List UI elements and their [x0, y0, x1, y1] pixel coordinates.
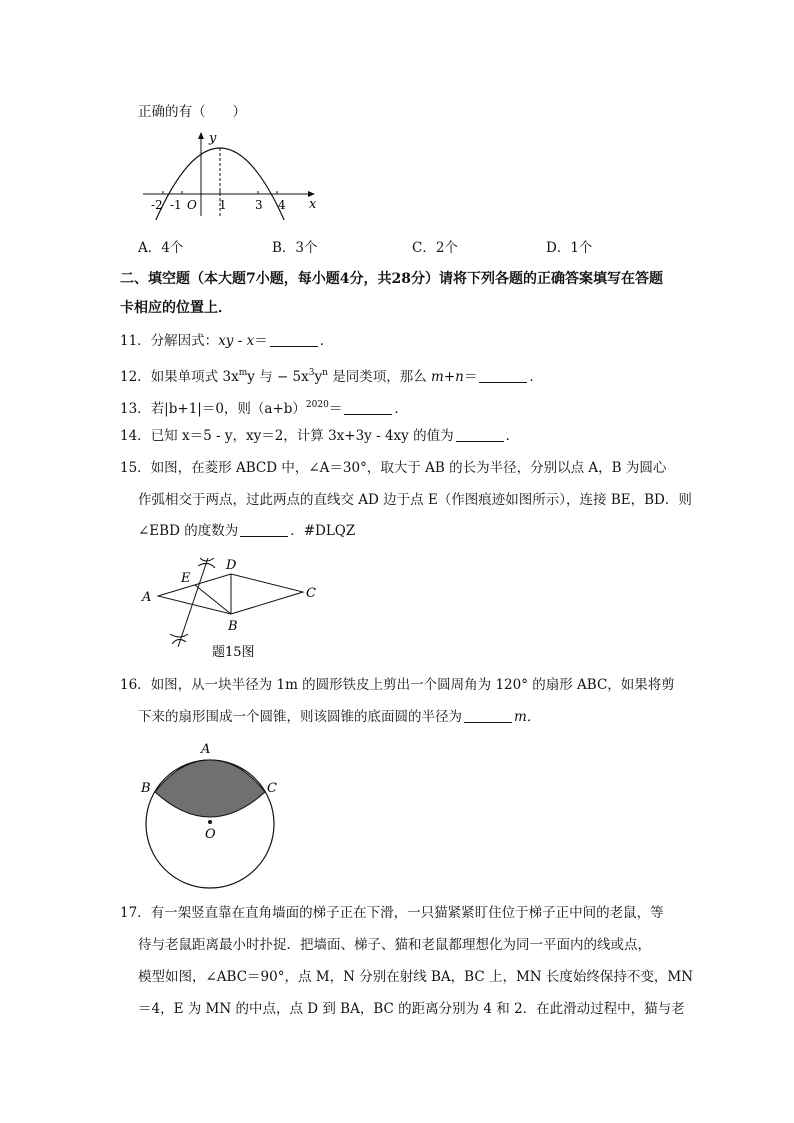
tick-label: -1: [170, 198, 182, 212]
construction-arc: [170, 634, 188, 637]
question-11: 11．分解因式：xy - x＝ ．: [120, 333, 334, 349]
section-title: 二、填空题（本大题7小题，每小题4分，共28分）请将下列各题的正确答案填写在答题: [120, 271, 663, 287]
question-16: 16．如图，从一块半径为 1m 的圆形铁皮上剪出一个圆周角为 120° 的扇形 ABC，如果将剪: [120, 677, 675, 693]
option-a: A．4个: [138, 240, 184, 256]
label-b: B: [141, 781, 151, 796]
answer-blank[interactable]: [479, 368, 527, 383]
question-16-line2: 下来的扇形围成一个圆锥，则该圆锥的底面圆的半径为 m．: [138, 709, 541, 725]
question-12: 12．如果单项式 $3x^my$ 与 − $5x^3y^n$ 是同类项，那么 m+n＝ ．: [120, 368, 543, 385]
question-15-line2: 作弧相交于两点，过此两点的直线交 AD 边于点 E（作图痕迹如图所示），连接 BE，BD．则: [138, 492, 692, 508]
label-c: C: [306, 586, 316, 601]
question-15-line3: ∠EBD 的度数为 ．#DLQZ: [138, 523, 356, 539]
option-b: B．3个: [272, 240, 318, 256]
figure-caption: 题15图: [212, 645, 255, 660]
label-a: A: [201, 742, 211, 757]
question-14: 14．已知 x＝5 - y，xy＝2，计算 3x+3y - 4xy 的值为 ．: [120, 428, 520, 444]
question-17: 17．有一架竖直靠在直角墙面的梯子正在下滑，一只猫紧紧盯住位于梯子正中间的老鼠，等: [120, 905, 664, 921]
option-d: D．1个: [546, 240, 593, 256]
tick-label: 4: [278, 198, 286, 212]
sector-figure: [135, 738, 285, 890]
x-axis-label: x: [309, 197, 317, 212]
label-a: A: [142, 590, 152, 605]
origin-label: O: [187, 198, 197, 212]
construction-arc: [198, 563, 215, 568]
answer-blank[interactable]: [240, 522, 288, 537]
answer-blank[interactable]: [344, 400, 392, 415]
tick-label: 1: [219, 198, 227, 212]
question-17-line2: 待与老鼠距离最小时扑捉．把墙面、梯子、猫和老鼠都理想化为同一平面内的线或点，: [138, 937, 651, 953]
y-axis-label: y: [209, 131, 217, 146]
rhombus-figure: [140, 552, 330, 662]
center-point: [208, 820, 212, 824]
answer-blank[interactable]: [464, 708, 512, 723]
option-c: C．2个: [412, 240, 458, 256]
answer-blank[interactable]: [456, 427, 504, 442]
label-c: C: [267, 781, 277, 796]
section-title-cont: 卡相应的位置上．: [120, 300, 232, 316]
tick-label: 3: [255, 198, 263, 212]
question-15: 15．如图，在菱形 ABCD 中，∠A＝30°，取大于 AB 的长为半径，分别以点 A，B 为圆心: [120, 460, 667, 476]
label-o: O: [205, 827, 216, 842]
answer-blank[interactable]: [270, 332, 318, 347]
tick-label: -2: [151, 198, 163, 212]
question-17-line3: 模型如图，∠ABC＝90°，点 M，N 分别在射线 BA，BC 上，MN 长度始终保持不变，MN: [138, 969, 694, 985]
question-17-line4: ＝4，E 为 MN 的中点，点 D 到 BA，BC 的距离分别为 4 和 2．在此滑动过程中，猫与老: [138, 1001, 685, 1017]
question-intro: 正确的有（ ）: [138, 104, 246, 120]
y-axis-arrow-icon: [198, 132, 204, 139]
label-d: D: [226, 558, 237, 573]
parabola-graph: [135, 128, 325, 220]
label-b: B: [228, 619, 238, 634]
label-e: E: [181, 571, 191, 586]
sector-abc: [155, 760, 265, 817]
question-13: 13．若|b+1|＝0，则$(a+b)^{2020}=$ ．: [120, 400, 408, 417]
